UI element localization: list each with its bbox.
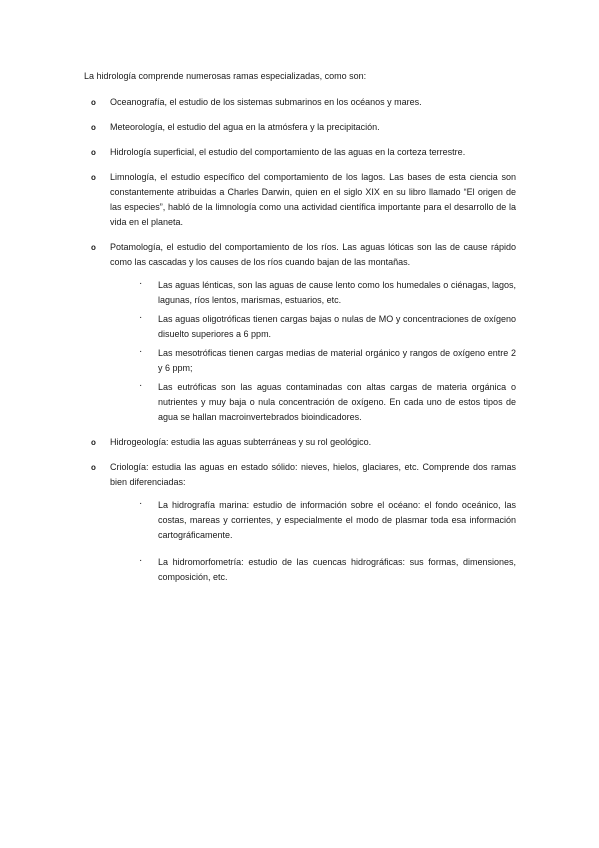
circle-bullet-icon: o <box>91 173 96 182</box>
sublist-item-text: Las aguas oligotróficas tienen cargas bajas o nulas de MO y concentraciones de oxígeno disuelto superiores a 6 ppm. <box>158 314 516 339</box>
sublist-item <box>110 278 516 308</box>
sublist-item <box>110 380 516 425</box>
list-item-text: Potamología, el estudio del comportamiento de los ríos. Las aguas lóticas son las de cause rápido como las cascadas y los causes de los ríos cuando bajan de las montañas. <box>110 242 516 267</box>
list-item-criologia <box>84 460 516 585</box>
dot-bullet-icon: · <box>139 346 143 357</box>
circle-bullet-icon: o <box>91 438 96 447</box>
circle-bullet-icon: o <box>91 243 96 252</box>
document-body <box>84 69 516 597</box>
hydrology-branches-list <box>84 95 516 585</box>
list-item-limnologia <box>84 170 516 230</box>
sublist-item <box>110 346 516 376</box>
list-item-text: Hidrología superficial, el estudio del comportamiento de las aguas en la corteza terrestre. <box>110 147 466 157</box>
dot-bullet-icon: · <box>139 312 143 323</box>
dot-bullet-icon: · <box>139 278 143 289</box>
list-item-text: Criología: estudia las aguas en estado sólido: nieves, hielos, glaciares, etc. Comprende dos ramas bien diferenciadas: <box>110 462 516 487</box>
sublist-item <box>110 498 516 543</box>
circle-bullet-icon: o <box>91 123 96 132</box>
sublist-item-text: Las aguas lénticas, son las aguas de cause lento como los humedales o ciénagas, lagos, lagunas, ríos lentos, marismas, estuarios, etc. <box>158 280 516 305</box>
sublist-item-text: La hidrografía marina: estudio de información sobre el océano: el fondo oceánico, las costas, mareas y corrientes, y especialmente el modo de plasmar toda esa información cartográficamente. <box>158 500 516 540</box>
list-item-hidrogeologia <box>84 435 516 450</box>
circle-bullet-icon: o <box>91 148 96 157</box>
list-item-text: Meteorología, el estudio del agua en la atmósfera y la precipitación. <box>110 122 380 132</box>
list-item-oceanografia <box>84 95 516 110</box>
sublist-item-text: La hidromorfometría: estudio de las cuencas hidrográficas: sus formas, dimensiones, composición, etc. <box>158 557 516 582</box>
list-item-potamologia <box>84 240 516 425</box>
sublist-item <box>110 312 516 342</box>
water-types-sublist <box>110 278 516 425</box>
list-item-text: Limnología, el estudio específico del comportamiento de los lagos. Las bases de esta ciencia son constantemente atribuidas a Charles Darwin, quien en el siglo XIX en su libro llamado “El origen de las especies”, habló de la limnología como una actividad científica importante para el desarrollo de la vida en el planeta. <box>110 172 516 227</box>
criologia-branches-sublist <box>110 498 516 585</box>
list-item-text: Oceanografía, el estudio de los sistemas submarinos en los océanos y mares. <box>110 97 422 107</box>
circle-bullet-icon: o <box>91 98 96 107</box>
intro-paragraph: La hidrología comprende numerosas ramas especializadas, como son: <box>84 71 367 81</box>
dot-bullet-icon: · <box>139 498 143 509</box>
list-item-text: Hidrogeología: estudia las aguas subterráneas y su rol geológico. <box>110 437 372 447</box>
list-item-hidrologia-superficial <box>84 145 516 160</box>
dot-bullet-icon: · <box>139 380 143 391</box>
sublist-item-text: Las eutróficas son las aguas contaminadas con altas cargas de materia orgánica o nutrientes y muy baja o nula concentración de oxígeno. En cada uno de estos tipos de agua se hallan macroinvertebrados bioindicadores. <box>158 382 516 422</box>
dot-bullet-icon: · <box>139 555 143 566</box>
circle-bullet-icon: o <box>91 463 96 472</box>
list-item-meteorologia <box>84 120 516 135</box>
sublist-item <box>110 555 516 585</box>
sublist-item-text: Las mesotróficas tienen cargas medias de material orgánico y rangos de oxígeno entre 2 y 6 ppm; <box>158 348 516 373</box>
